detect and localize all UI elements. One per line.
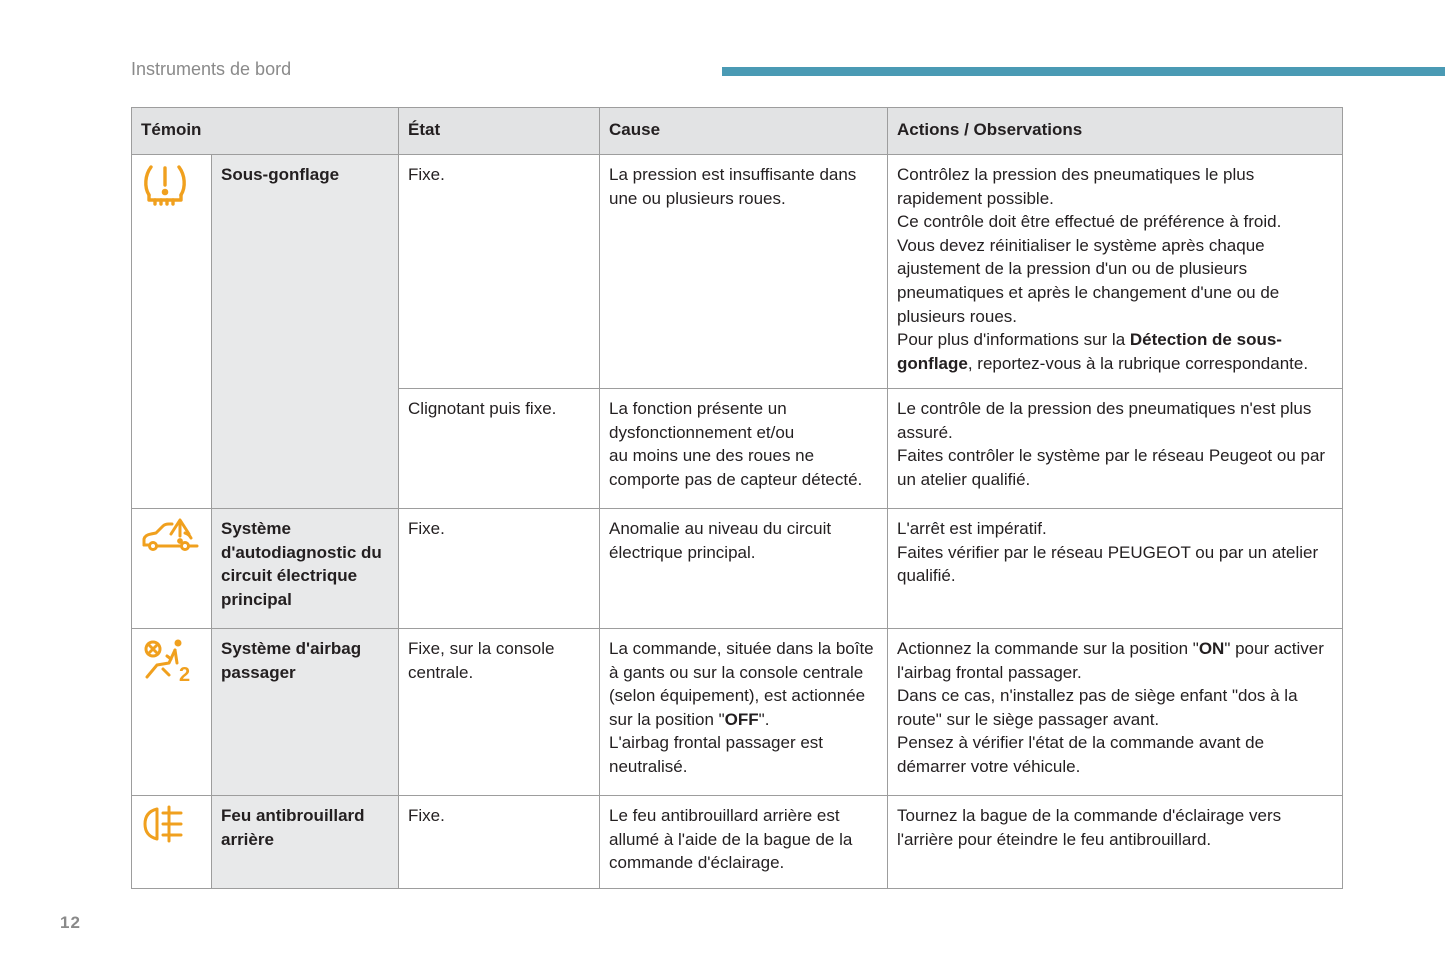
header-accent-bar [722,67,1445,76]
cause-cell: Le feu antibrouillard arrière est allumé à l'aide de la bague de la commande d'éclairage. [600,796,888,889]
cause-line: La fonction présente un dysfonctionnement et/ou [609,399,795,442]
header-etat: État [399,108,600,155]
cause-cell: Anomalie au niveau du circuit électrique principal. [600,509,888,629]
cause-line: L'airbag frontal passager est neutralisé. [609,733,824,776]
header-actions: Actions / Observations [888,108,1343,155]
table-header-row [132,108,1343,155]
cause-cell: La pression est insuffisante dans une ou plusieurs roues. [600,155,888,389]
action-line [897,637,1334,684]
cause-line: au moins une des roues ne comporte pas de capteur détecté. [609,446,863,489]
table-row [132,796,1343,889]
section-title: Instruments de bord [131,59,292,79]
electrical-system-fault-icon [141,517,203,564]
table-row [132,509,1343,629]
text-run: Actionnez la commande sur la position " [897,639,1199,658]
icon-cell [132,509,212,629]
light-name: Feu antibrouillard arrière [212,796,399,889]
text-run: ". [758,709,770,729]
action-line [897,328,1334,375]
rear-fog-light-icon [141,804,187,851]
icon-cell [132,155,212,509]
actions-cell [888,509,1343,629]
text-run: Pour plus d'informations sur la [897,330,1130,350]
etat-cell: Fixe. [399,155,600,389]
airbag-icon-number: 2 [179,664,191,685]
light-name: Système d'airbag passager [212,629,399,796]
page-number: 12 [60,913,81,932]
table-row [132,629,1343,796]
text-run: , reportez-vous à la rubrique correspondante. [967,353,1309,373]
text-run: " pour activer l'airbag frontal passager. [897,639,1324,682]
light-name: Système d'autodiagnostic du circuit électrique principal [212,509,399,629]
cause-line [609,637,879,731]
warning-lights-table [131,107,1343,889]
cause-cell [600,629,888,796]
action-line: Faites vérifier par le réseau PEUGEOT ou par un atelier qualifié. [897,542,1319,586]
text-run: La commande, située dans la boîte à gants ou sur la console centrale (selon équipement), est actionnée sur la position " [609,639,874,729]
bold-term: OFF [724,709,759,729]
icon-cell [132,629,212,796]
bold-term: Détection de sous-gonflage [897,330,1282,373]
passenger-airbag-off-icon [141,637,195,692]
icon-cell [132,796,212,889]
etat-cell: Clignotant puis fixe. [399,389,600,509]
action-line: Contrôlez la pression des pneumatiques le plus rapidement possible. [897,165,1255,208]
actions-cell [888,389,1343,509]
action-line: Le contrôle de la pression des pneumatiques n'est plus assuré. [897,399,1312,442]
actions-cell [888,155,1343,389]
action-line: L'arrêt est impératif. [897,519,1047,538]
action-line: Vous devez réinitialiser le système après chaque ajustement de la pression d'un ou de plusieurs pneumatiques et après le changement d'une ou de plusieurs roues. [897,235,1280,326]
tyre-pressure-warning-icon [141,163,189,216]
header-cause: Cause [600,108,888,155]
bold-term: ON [1198,639,1225,658]
cause-cell [600,389,888,509]
etat-cell: Fixe. [399,796,600,889]
action-line: Pensez à vérifier l'état de la commande avant de démarrer votre véhicule. [897,733,1265,776]
action-line: Dans ce cas, n'installez pas de siège enfant "dos à la route" sur le siège passager avant. [897,686,1298,729]
light-name: Sous-gonflage [212,155,399,509]
actions-cell [888,629,1343,796]
etat-cell: Fixe, sur la console centrale. [399,629,600,796]
action-line: Faites contrôler le système par le réseau Peugeot ou par un atelier qualifié. [897,446,1326,489]
etat-cell: Fixe. [399,509,600,629]
action-line: Ce contrôle doit être effectué de préférence à froid. [897,212,1282,232]
table-row [132,155,1343,389]
header-temoin: Témoin [132,108,399,155]
actions-cell: Tournez la bague de la commande d'éclairage vers l'arrière pour éteindre le feu antibrouillard. [888,796,1343,889]
